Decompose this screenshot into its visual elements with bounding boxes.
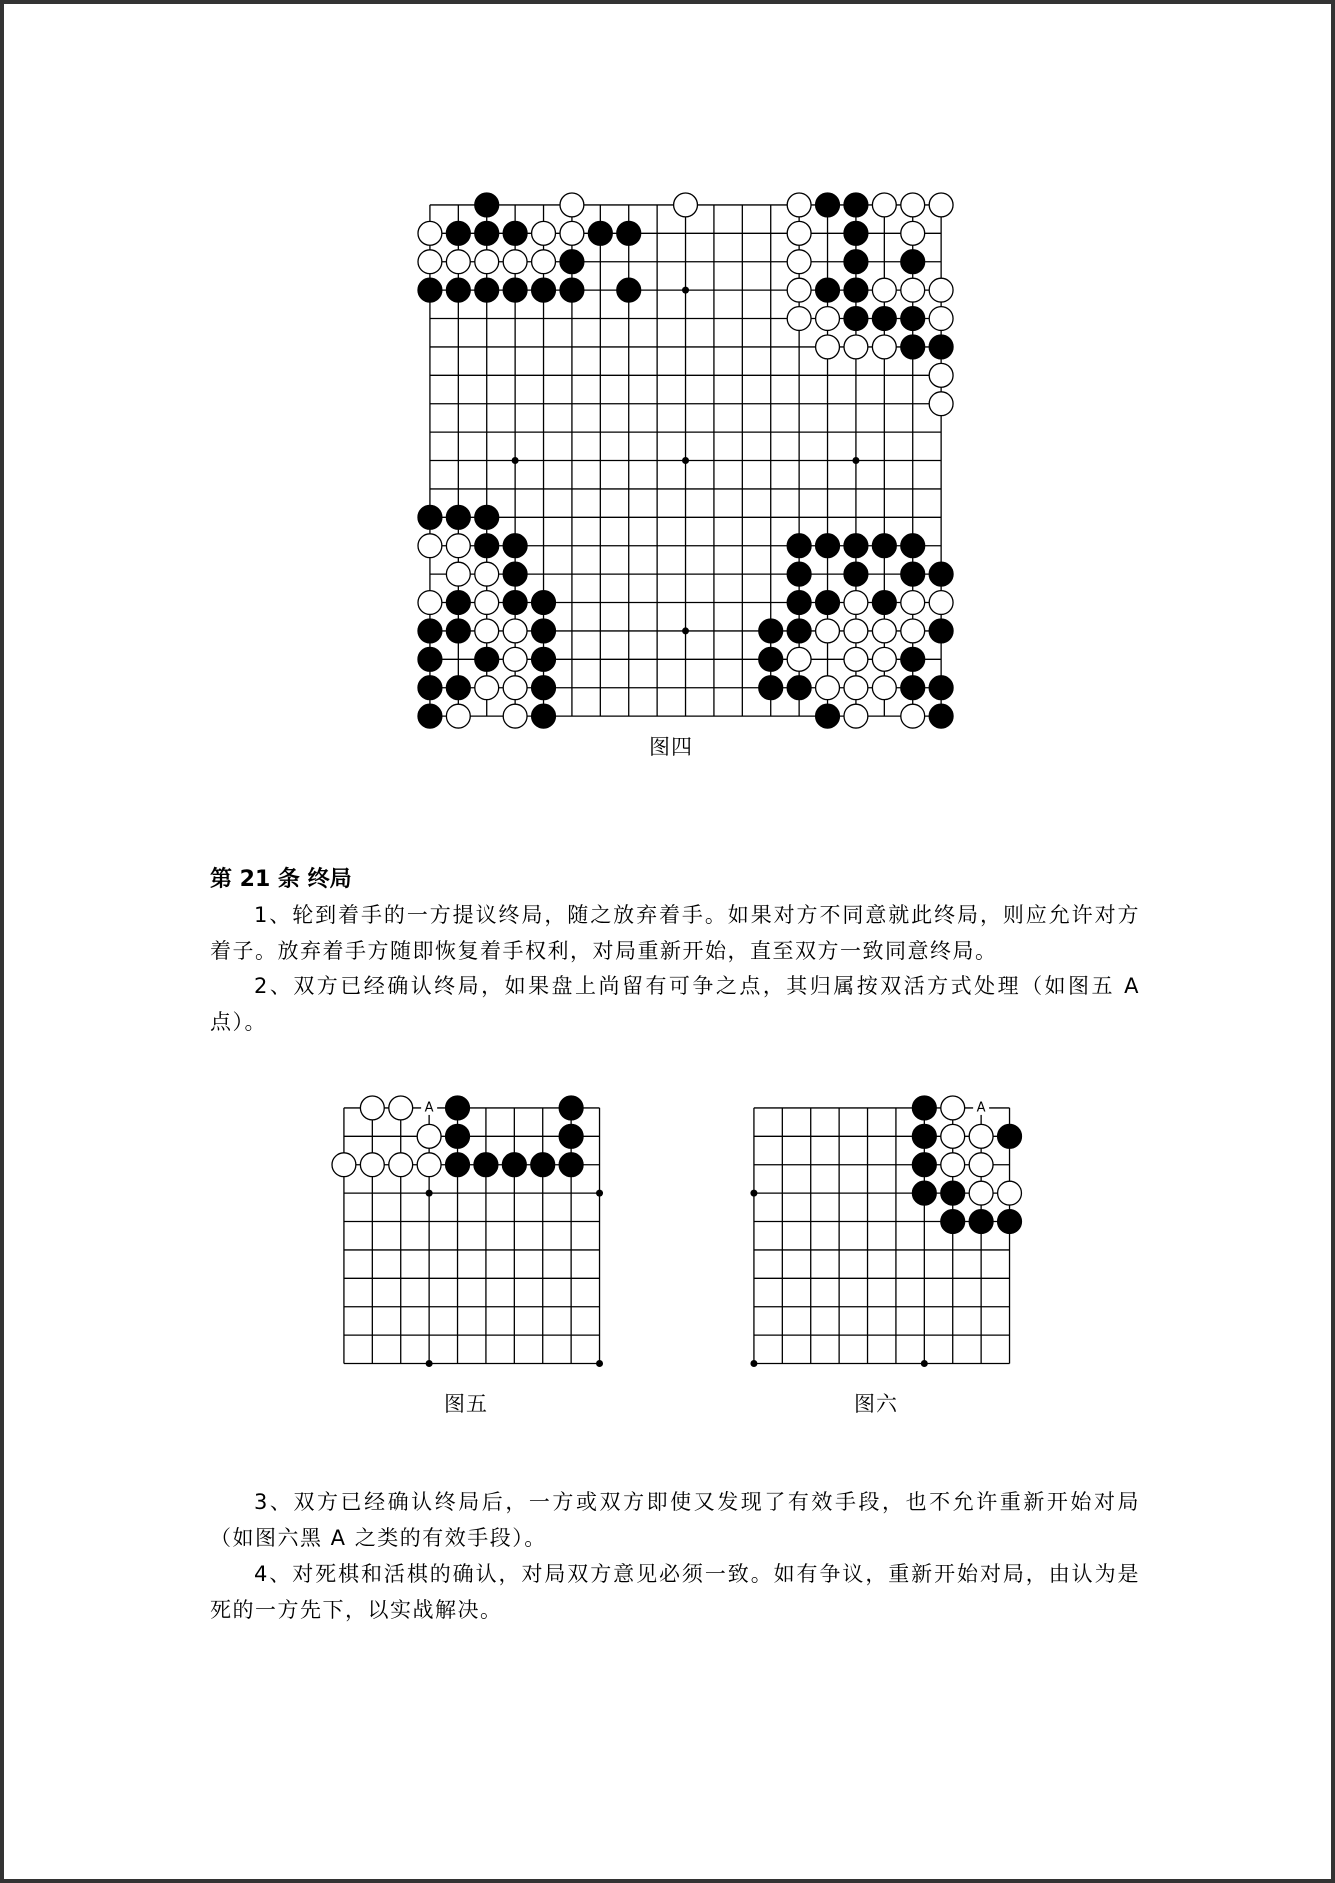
black-stone [787, 619, 811, 643]
star-point [682, 457, 689, 464]
white-stone [816, 335, 840, 359]
black-stone [901, 647, 925, 671]
white-stone [929, 363, 953, 387]
black-stone [844, 250, 868, 274]
white-stone [929, 193, 953, 217]
black-stone [617, 221, 641, 245]
black-stone [532, 676, 556, 700]
black-stone [418, 505, 442, 529]
black-stone [844, 307, 868, 331]
white-stone [787, 221, 811, 245]
white-stone [872, 676, 896, 700]
white-stone [360, 1096, 384, 1120]
black-stone [929, 619, 953, 643]
black-stone [844, 193, 868, 217]
go-board-figure-5 [330, 1094, 614, 1378]
black-stone [502, 1153, 526, 1177]
white-stone [941, 1124, 965, 1148]
star-point [426, 1360, 433, 1367]
white-stone [417, 1153, 441, 1177]
black-stone [787, 534, 811, 558]
black-stone [475, 278, 499, 302]
black-stone [559, 1096, 583, 1120]
white-stone [475, 619, 499, 643]
black-stone [872, 307, 896, 331]
go-board-figure-4 [416, 191, 956, 731]
white-stone [418, 221, 442, 245]
black-stone [816, 278, 840, 302]
white-stone [816, 676, 840, 700]
black-stone [759, 619, 783, 643]
figure-4-caption: 图四 [649, 735, 693, 759]
black-stone [474, 1153, 498, 1177]
white-stone [475, 250, 499, 274]
black-stone [503, 278, 527, 302]
black-stone [912, 1096, 936, 1120]
white-stone [503, 647, 527, 671]
black-stone [787, 676, 811, 700]
paragraph-2: 2、双方已经确认终局，如果盘上尚留有可争之点，其归属按双活方式处理（如图五 A 点）。 [210, 974, 1140, 1034]
white-stone [503, 676, 527, 700]
black-stone [901, 250, 925, 274]
white-stone [998, 1181, 1022, 1205]
white-stone [560, 221, 584, 245]
star-point [750, 1190, 757, 1197]
white-stone [969, 1153, 993, 1177]
black-stone [759, 676, 783, 700]
black-stone [941, 1181, 965, 1205]
white-stone [446, 534, 470, 558]
black-stone [816, 193, 840, 217]
black-stone [929, 335, 953, 359]
black-stone [532, 704, 556, 728]
black-stone [532, 647, 556, 671]
white-stone [389, 1096, 413, 1120]
paragraph-1: 1、轮到着手的一方提议终局，随之放弃着手。如果对方不同意就此终局，则应允许对方着子。放弃着手方随即恢复着手权利，对局重新开始，直至双方一致同意终局。 [210, 903, 1140, 963]
white-stone [901, 221, 925, 245]
white-stone [503, 704, 527, 728]
paragraph-4: 4、对死棋和活棋的确认，对局双方意见必须一致。如有争议，重新开始对局，由认为是死的一方先下，以实战解决。 [210, 1562, 1140, 1622]
black-stone [816, 591, 840, 615]
black-stone [787, 562, 811, 586]
white-stone [446, 704, 470, 728]
go-board-figure-6 [740, 1094, 1024, 1378]
star-point [682, 287, 689, 294]
black-stone [503, 591, 527, 615]
black-stone [872, 534, 896, 558]
figure-5-caption: 图五 [444, 1392, 488, 1416]
white-stone [332, 1153, 356, 1177]
black-stone [901, 307, 925, 331]
black-stone [418, 704, 442, 728]
black-stone [560, 250, 584, 274]
black-stone [532, 591, 556, 615]
point-label: A [424, 1100, 434, 1116]
black-stone [617, 278, 641, 302]
white-stone [929, 307, 953, 331]
black-stone [929, 704, 953, 728]
star-point [596, 1190, 603, 1197]
white-stone [872, 619, 896, 643]
black-stone [929, 676, 953, 700]
white-stone [901, 704, 925, 728]
point-label: A [976, 1100, 986, 1116]
black-stone [901, 676, 925, 700]
white-stone [872, 193, 896, 217]
white-stone [844, 676, 868, 700]
white-stone [418, 534, 442, 558]
black-stone [418, 619, 442, 643]
star-point [852, 457, 859, 464]
black-stone [503, 534, 527, 558]
star-point [426, 1190, 433, 1197]
white-stone [929, 591, 953, 615]
white-stone [787, 307, 811, 331]
white-stone [360, 1153, 384, 1177]
white-stone [475, 591, 499, 615]
white-stone [901, 278, 925, 302]
black-stone [446, 221, 470, 245]
black-stone [446, 505, 470, 529]
black-stone [531, 1153, 555, 1177]
white-stone [787, 278, 811, 302]
black-stone [475, 505, 499, 529]
white-stone [969, 1181, 993, 1205]
white-stone [941, 1096, 965, 1120]
black-stone [418, 647, 442, 671]
white-stone [844, 591, 868, 615]
white-stone [674, 193, 698, 217]
black-stone [901, 562, 925, 586]
white-stone [446, 250, 470, 274]
black-stone [475, 221, 499, 245]
figure-6-caption: 图六 [854, 1392, 898, 1416]
black-stone [559, 1153, 583, 1177]
black-stone [844, 534, 868, 558]
white-stone [503, 619, 527, 643]
black-stone [446, 619, 470, 643]
star-point [921, 1360, 928, 1367]
white-stone [418, 250, 442, 274]
black-stone [418, 278, 442, 302]
black-stone [446, 1096, 470, 1120]
white-stone [787, 250, 811, 274]
white-stone [844, 335, 868, 359]
white-stone [560, 193, 584, 217]
white-stone [844, 647, 868, 671]
white-stone [969, 1124, 993, 1148]
white-stone [872, 278, 896, 302]
black-stone [560, 278, 584, 302]
white-stone [532, 250, 556, 274]
white-stone [475, 562, 499, 586]
black-stone [446, 591, 470, 615]
paragraph-3: 3、双方已经确认终局后，一方或双方即使又发现了有效手段，也不允许重新开始对局（如图六黑 A 之类的有效手段）。 [210, 1490, 1140, 1550]
white-stone [787, 193, 811, 217]
white-stone [844, 619, 868, 643]
black-stone [503, 562, 527, 586]
black-stone [844, 562, 868, 586]
black-stone [998, 1124, 1022, 1148]
black-stone [446, 1124, 470, 1148]
black-stone [475, 647, 499, 671]
black-stone [912, 1181, 936, 1205]
black-stone [901, 534, 925, 558]
white-stone [816, 307, 840, 331]
black-stone [872, 591, 896, 615]
white-stone [901, 619, 925, 643]
black-stone [759, 647, 783, 671]
star-point [682, 627, 689, 634]
black-stone [998, 1210, 1022, 1234]
white-stone [532, 221, 556, 245]
white-stone [872, 335, 896, 359]
white-stone [901, 193, 925, 217]
black-stone [588, 221, 612, 245]
white-stone [503, 250, 527, 274]
black-stone [559, 1124, 583, 1148]
white-stone [941, 1153, 965, 1177]
black-stone [912, 1124, 936, 1148]
black-stone [912, 1153, 936, 1177]
black-stone [787, 591, 811, 615]
black-stone [446, 1153, 470, 1177]
white-stone [844, 704, 868, 728]
white-stone [475, 676, 499, 700]
black-stone [446, 278, 470, 302]
white-stone [929, 278, 953, 302]
black-stone [503, 221, 527, 245]
black-stone [475, 193, 499, 217]
black-stone [844, 221, 868, 245]
black-stone [418, 676, 442, 700]
white-stone [901, 591, 925, 615]
white-stone [446, 562, 470, 586]
white-stone [787, 647, 811, 671]
black-stone [844, 278, 868, 302]
black-stone [816, 534, 840, 558]
white-stone [872, 647, 896, 671]
black-stone [901, 335, 925, 359]
black-stone [929, 562, 953, 586]
white-stone [929, 392, 953, 416]
black-stone [532, 619, 556, 643]
black-stone [941, 1210, 965, 1234]
star-point [512, 457, 519, 464]
white-stone [417, 1124, 441, 1148]
black-stone [969, 1210, 993, 1234]
black-stone [816, 704, 840, 728]
black-stone [446, 676, 470, 700]
section-heading: 第 21 条 终局 [210, 867, 352, 892]
white-stone [389, 1153, 413, 1177]
black-stone [475, 534, 499, 558]
star-point [596, 1360, 603, 1367]
black-stone [532, 278, 556, 302]
star-point [750, 1360, 757, 1367]
white-stone [816, 619, 840, 643]
white-stone [418, 591, 442, 615]
